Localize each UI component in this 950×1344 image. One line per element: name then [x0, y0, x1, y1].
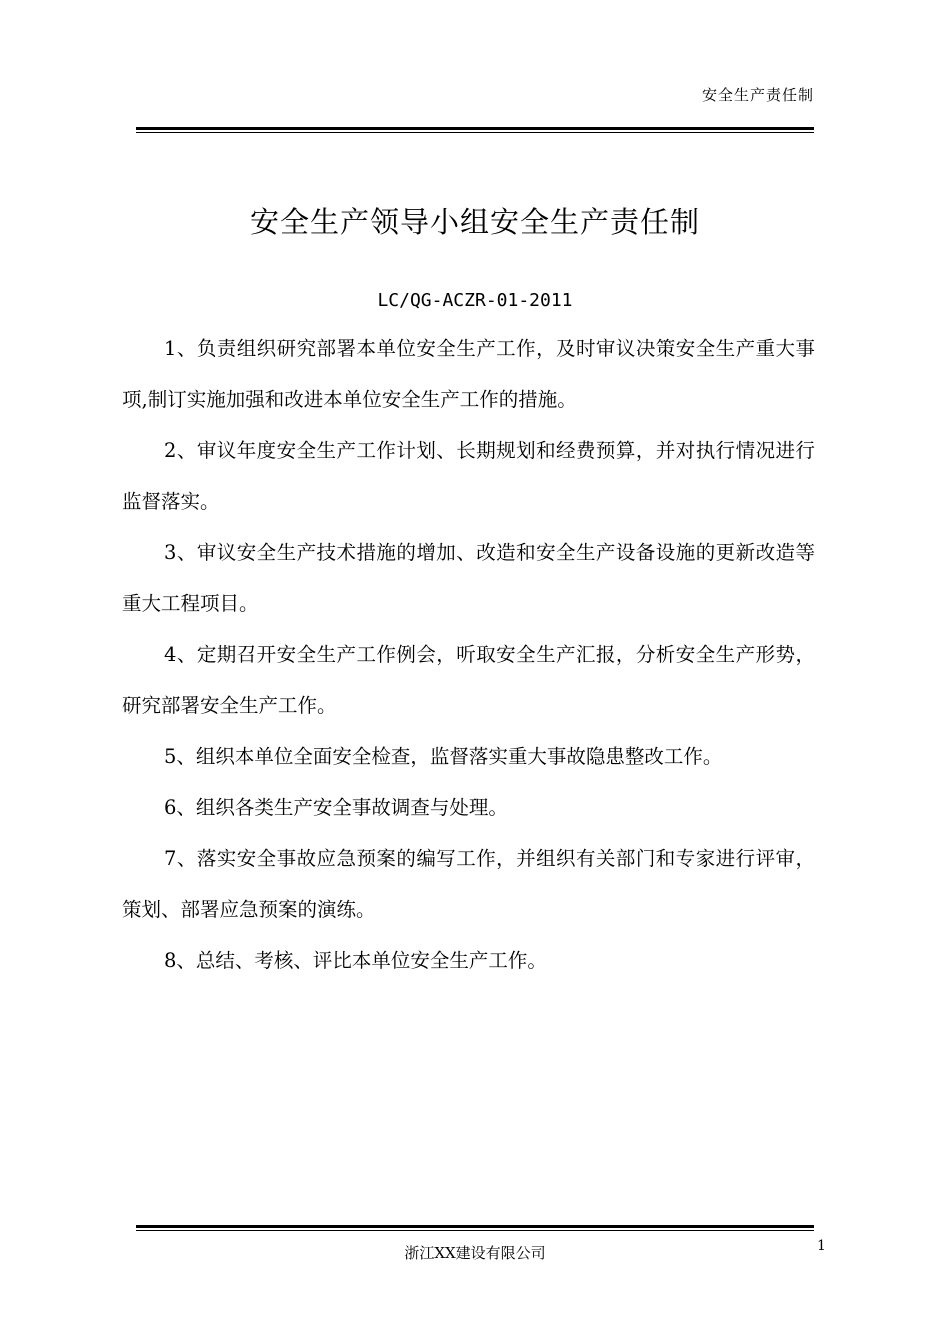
- paragraph-7: 7、落实安全事故应急预案的编写工作，并组织有关部门和专家进行评审，策划、部署应急预案的演练。: [122, 847, 815, 921]
- document-title: 安全生产领导小组安全生产责任制: [249, 205, 700, 239]
- paragraph-4: 4、定期召开安全生产工作例会，听取安全生产汇报，分析安全生产形势，研究部署安全生产工作。: [122, 643, 815, 717]
- document-code: LC/QG-ACZR-01-2011: [377, 290, 573, 311]
- paragraph-3: 3、审议安全生产技术措施的增加、改造和安全生产设备设施的更新改造等重大工程项目。: [122, 541, 815, 615]
- page-number: 1: [817, 1238, 826, 1254]
- page-header-text: 安全生产责任制: [701, 86, 814, 104]
- document-body: [122, 323, 815, 986]
- paragraph-1: 1、负责组织研究部署本单位安全生产工作，及时审议决策安全生产重大事项,制订实施加强和改进本单位安全生产工作的措施。: [122, 337, 815, 411]
- paragraph-5: 5、组织本单位全面安全检查，监督落实重大事故隐患整改工作。: [164, 745, 723, 768]
- header-double-rule: [136, 127, 814, 133]
- footer-company-name: 浙江XX建设有限公司: [404, 1244, 546, 1262]
- paragraph-6: 6、组织各类生产安全事故调查与处理。: [164, 796, 508, 819]
- footer-double-rule: [136, 1225, 814, 1231]
- paragraph-2: 2、审议年度安全生产工作计划、长期规划和经费预算，并对执行情况进行监督落实。: [122, 439, 815, 513]
- paragraph-8: 8、总结、考核、评比本单位安全生产工作。: [164, 949, 547, 972]
